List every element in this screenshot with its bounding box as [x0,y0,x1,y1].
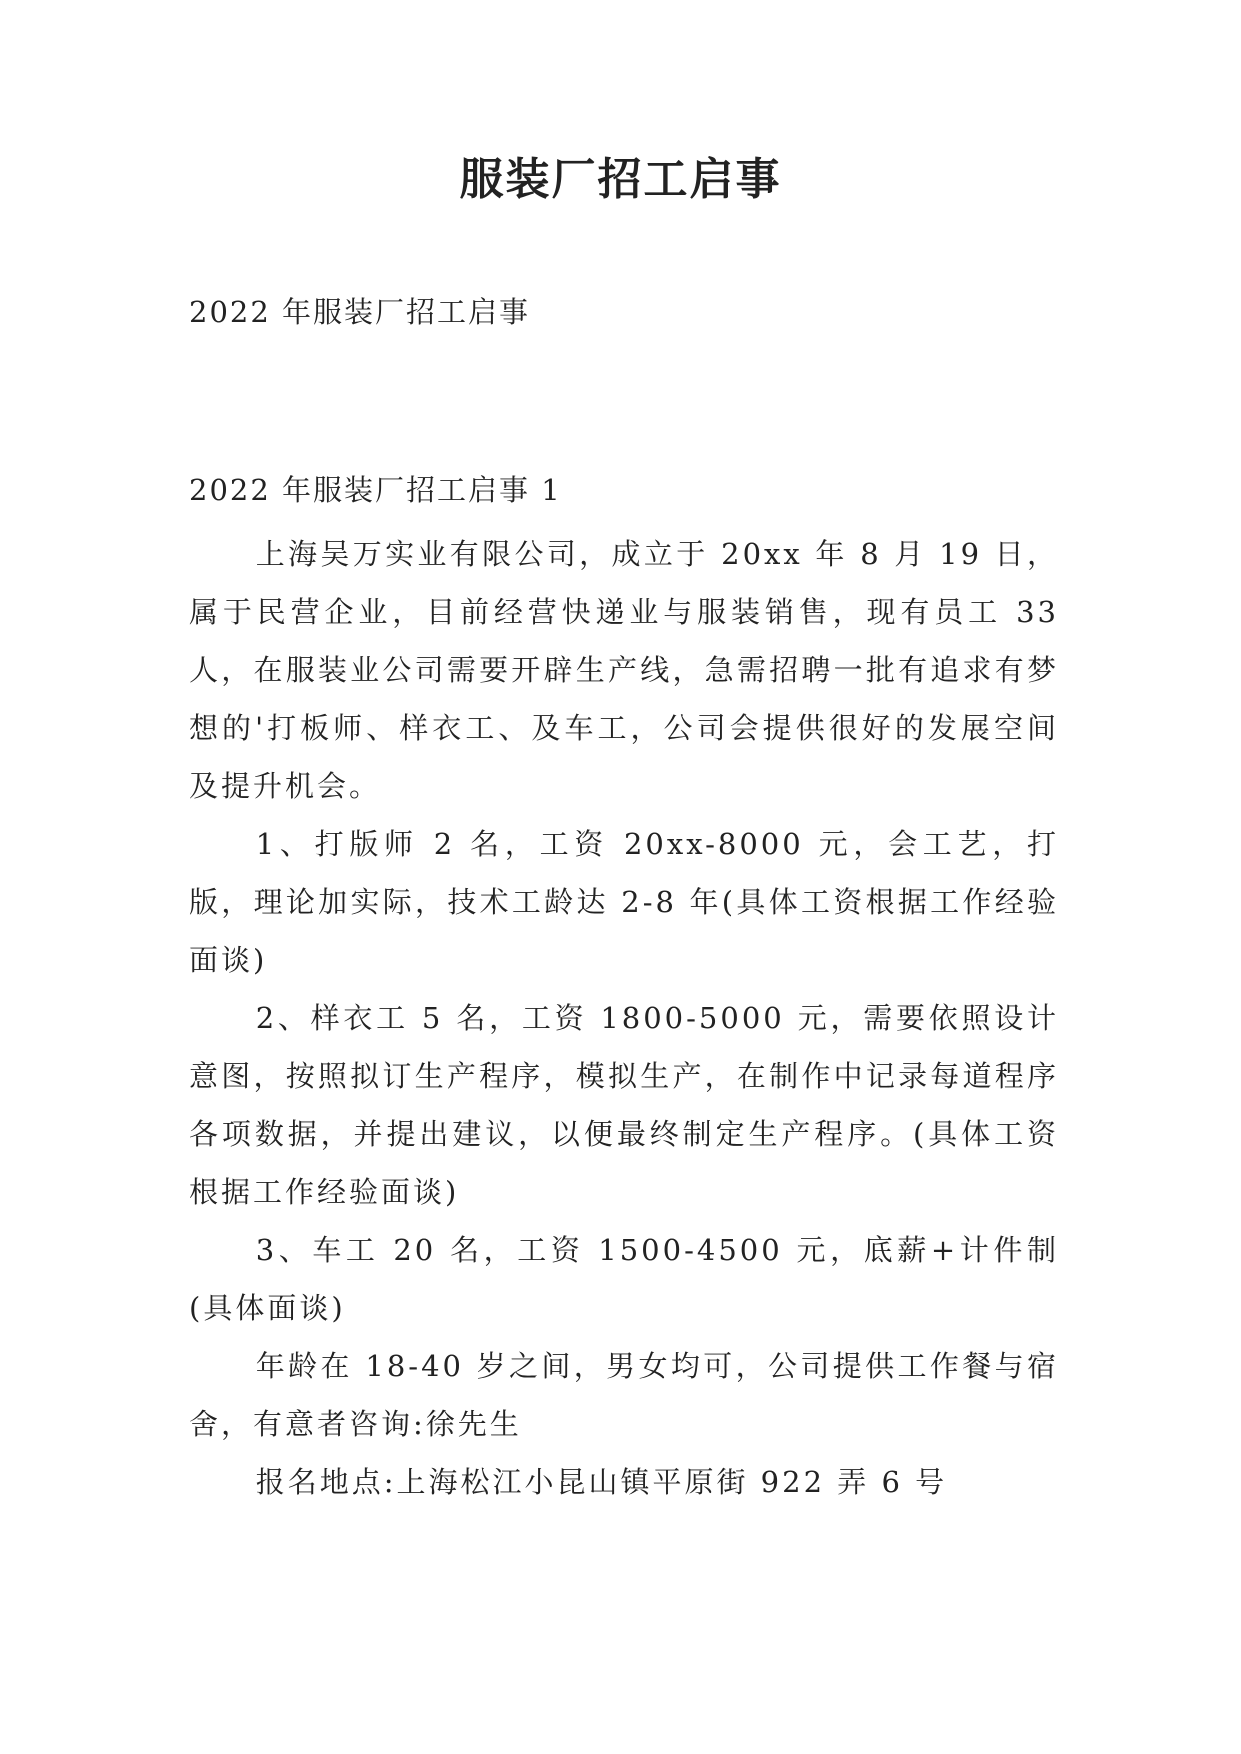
body-text [189,525,1059,1511]
paragraph-job-sewing-worker: 3、车工 20 名，工资 1500-4500 元，底薪+计件制(具体面谈) [189,1233,1059,1325]
paragraph-requirements-contact: 年龄在 18-40 岁之间，男女均可，公司提供工作餐与宿舍，有意者咨询:徐先生 [189,1349,1059,1441]
paragraph-job-sample-worker: 2、样衣工 5 名，工资 1800-5000 元，需要依照设计意图，按照拟订生产程序，模拟生产，在制作中记录每道程序各项数据，并提出建议，以便最终制定生产程序。(具体工资根据工作经验面谈) [189,1001,1059,1209]
document-title: 服装厂招工启事 [459,154,782,205]
paragraph-registration-address: 报名地点:上海松江小昆山镇平原街 922 弄 6 号 [255,1465,948,1499]
paragraph-company-intro: 上海吴万实业有限公司，成立于 20xx 年 8 月 19 日，属于民营企业，目前经营快递业与服装销售，现有员工 33 人，在服装业公司需要开辟生产线，急需招聘一批有追求有梦想的'打板师、样衣工、及车工，公司会提供很好的发展空间及提升机会。 [189,537,1059,803]
document-subtitle: 2022 年服装厂招工启事 [189,295,531,329]
paragraph-job-pattern-maker: 1、打版师 2 名，工资 20xx-8000 元，会工艺，打版，理论加实际，技术工龄达 2-8 年(具体工资根据工作经验面谈) [189,827,1059,977]
section-heading: 2022 年服装厂招工启事 1 [189,473,562,507]
